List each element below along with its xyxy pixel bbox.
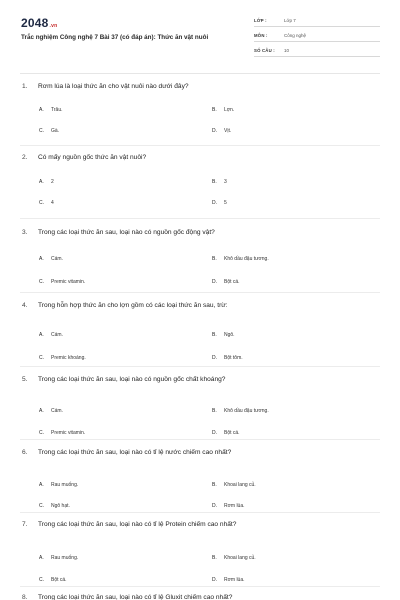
option-letter: D.: [212, 503, 217, 509]
question-text: Trong các loại thức ăn sau, loại nào có tỉ lệ Protein chiếm cao nhất?: [38, 521, 237, 528]
option-text: Khoai lang củ.: [224, 555, 256, 561]
option-b[interactable]: [212, 408, 269, 414]
option-d[interactable]: [212, 200, 227, 206]
option-text: Cám.: [51, 408, 63, 414]
question-divider: [20, 586, 380, 587]
option-letter: C.: [39, 200, 44, 206]
question-text: Rơm lúa là loại thức ăn cho vật nuôi nào dưới đây?: [38, 83, 189, 90]
question-number: 5.: [22, 376, 28, 383]
question-item: [22, 376, 380, 436]
question-number: 8.: [22, 594, 28, 600]
option-d[interactable]: [212, 503, 245, 509]
question-text: Trong các loại thức ăn sau, loại nào có tỉ lệ nước chiếm cao nhất?: [38, 449, 232, 456]
option-b[interactable]: [212, 107, 234, 113]
option-text: Khô dầu đậu tương.: [224, 408, 269, 414]
option-a[interactable]: [39, 256, 63, 262]
info-value: Công nghệ: [284, 33, 307, 38]
option-letter: A.: [39, 555, 44, 561]
option-letter: C.: [39, 279, 44, 285]
question-number: 6.: [22, 449, 28, 456]
option-text: Khô dầu đậu tương.: [224, 256, 269, 262]
option-text: Premic khoáng.: [51, 355, 86, 361]
option-c[interactable]: [39, 279, 85, 285]
question-number: 3.: [22, 229, 28, 236]
option-c[interactable]: [39, 503, 70, 509]
option-text: Bột tôm.: [224, 355, 243, 361]
question-divider: [20, 439, 380, 440]
option-text: Vịt.: [224, 128, 232, 134]
option-a[interactable]: [39, 107, 62, 113]
option-letter: B.: [212, 107, 217, 113]
option-text: 4: [51, 200, 54, 206]
option-text: Lợn.: [224, 107, 235, 113]
option-b[interactable]: [212, 256, 269, 262]
question-item: [22, 521, 380, 583]
question-divider: [20, 292, 380, 293]
option-letter: A.: [39, 107, 44, 113]
option-c[interactable]: [39, 355, 86, 361]
option-text: Khoai lang củ.: [224, 482, 256, 488]
option-text: Bột cá.: [224, 279, 240, 285]
option-d[interactable]: [212, 430, 240, 436]
option-d[interactable]: [212, 279, 240, 285]
question-divider: [20, 512, 380, 513]
option-letter: A.: [39, 256, 44, 262]
question-text: Có mấy nguồn gốc thức ăn vật nuôi?: [38, 154, 147, 161]
option-letter: A.: [39, 179, 44, 185]
option-text: Bột cá.: [51, 577, 67, 583]
question-item: [22, 229, 380, 285]
option-letter: D.: [212, 355, 217, 361]
info-value: Lớp 7: [284, 18, 296, 23]
option-d[interactable]: [212, 355, 243, 361]
question-number: 2.: [22, 154, 28, 161]
option-a[interactable]: [39, 555, 78, 561]
option-letter: D.: [212, 430, 217, 436]
info-label: SỐ CÂU :: [254, 48, 275, 53]
option-letter: D.: [212, 577, 217, 583]
option-letter: C.: [39, 128, 44, 134]
question-divider: [20, 145, 380, 146]
option-a[interactable]: [39, 332, 63, 338]
info-value: 10: [284, 48, 290, 53]
option-letter: C.: [39, 577, 44, 583]
question-item-partial: [22, 594, 380, 600]
question-number: 1.: [22, 83, 28, 90]
question-text: Trong các loại thức ăn sau, loại nào có nguồn gốc chất khoáng?: [38, 376, 226, 383]
option-d[interactable]: [212, 577, 245, 583]
option-text: Ngô hạt.: [51, 503, 70, 509]
option-text: Premic vitamin.: [51, 430, 86, 436]
question-divider: [20, 218, 380, 219]
question-item: [22, 83, 380, 139]
option-letter: B.: [212, 408, 217, 414]
option-letter: C.: [39, 430, 44, 436]
option-text: Trâu.: [51, 107, 63, 113]
option-text: Cám.: [51, 256, 63, 262]
option-letter: B.: [212, 482, 217, 488]
question-item: [22, 302, 380, 361]
option-c[interactable]: [39, 430, 85, 436]
question-text: Trong các loại thức ăn sau, loại nào có tỉ lệ Gluxit chiếm cao nhất?: [38, 594, 233, 600]
option-text: Rơm lúa.: [224, 577, 245, 583]
option-text: Premic vitamin.: [51, 279, 86, 285]
option-a[interactable]: [39, 482, 78, 488]
info-label: MÔN :: [254, 33, 268, 38]
option-text: Rau muống.: [51, 555, 79, 561]
option-letter: B.: [212, 555, 217, 561]
option-letter: B.: [212, 332, 217, 338]
option-text: 5: [224, 200, 227, 206]
option-text: 3: [224, 179, 227, 185]
option-letter: D.: [212, 200, 217, 206]
logo-suffix: .vn: [49, 23, 58, 29]
option-letter: A.: [39, 332, 44, 338]
option-letter: A.: [39, 482, 44, 488]
question-text: Trong hỗn hợp thức ăn cho lợn gồm có các loại thức ăn sau, trừ:: [38, 302, 228, 309]
logo-text: 2048: [21, 16, 49, 30]
option-letter: B.: [212, 179, 217, 185]
option-letter: C.: [39, 355, 44, 361]
page-title: Trắc nghiệm Công nghệ 7 Bài 37 (có đáp án): Thức ăn vật nuôi: [21, 34, 209, 41]
option-letter: B.: [212, 256, 217, 262]
option-text: Cám.: [51, 332, 63, 338]
option-c[interactable]: [39, 577, 67, 583]
option-a[interactable]: [39, 408, 63, 414]
question-text: Trong các loại thức ăn sau, loại nào có nguồn gốc động vật?: [38, 229, 215, 236]
option-text: 2: [51, 179, 54, 185]
option-text: Gà.: [51, 128, 60, 134]
question-item: [22, 449, 380, 509]
option-text: Rơm lúa.: [224, 503, 245, 509]
option-d[interactable]: [212, 128, 231, 134]
option-text: Rau muống.: [51, 482, 79, 488]
question-divider: [20, 366, 380, 367]
option-a[interactable]: [39, 179, 54, 185]
option-b[interactable]: [212, 332, 235, 338]
question-number: 4.: [22, 302, 28, 309]
option-letter: C.: [39, 503, 44, 509]
option-letter: D.: [212, 279, 217, 285]
question-number: 7.: [22, 521, 28, 528]
option-b[interactable]: [212, 179, 227, 185]
option-c[interactable]: [39, 200, 54, 206]
option-b[interactable]: [212, 555, 256, 561]
option-b[interactable]: [212, 482, 256, 488]
question-item: [22, 154, 380, 210]
option-c[interactable]: [39, 128, 59, 134]
info-label: LỚP :: [254, 18, 267, 23]
option-text: Ngô.: [224, 332, 235, 338]
option-text: Bột cá.: [224, 430, 240, 436]
option-letter: D.: [212, 128, 217, 134]
option-letter: A.: [39, 408, 44, 414]
